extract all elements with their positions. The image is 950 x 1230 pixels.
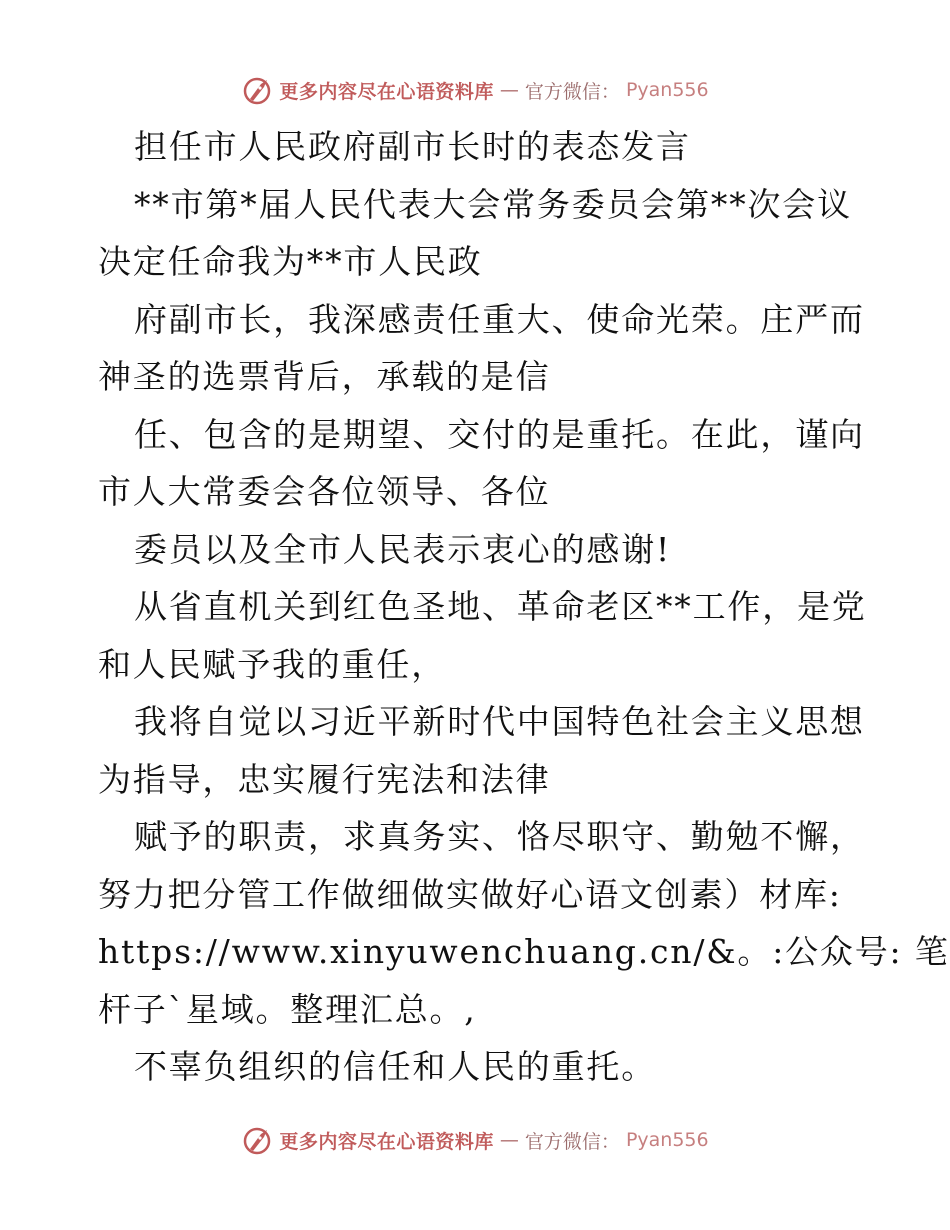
- paragraph-line: 杆子`星域。整理汇总。,: [98, 989, 477, 1029]
- header-banner: [0, 70, 950, 110]
- banner-separator: —: [499, 1129, 519, 1151]
- paragraph-line: 府副市长，我深感责任重大、使命光荣。庄严而: [134, 299, 865, 339]
- document-title: 担任市人民政府副市长时的表态发言: [134, 127, 691, 166]
- paragraph-line: 委员以及全市人民表示衷心的感谢!: [134, 529, 672, 569]
- banner-contact-label: 官方微信：: [524, 80, 620, 103]
- pen-nib-logo-icon: [241, 1124, 273, 1156]
- banner-separator: —: [499, 79, 519, 101]
- banner-brand-text: 更多内容尽在心语资料库: [279, 80, 494, 103]
- footer-banner: [0, 1120, 950, 1160]
- paragraph-line: 从省直机关到红色圣地、革命老区**工作，是党: [134, 587, 867, 626]
- paragraph-line: 为指导，忠实履行宪法和法律: [98, 759, 551, 799]
- pen-nib-logo-icon: [241, 74, 273, 106]
- paragraph-line: 任、包含的是期望、交付的是重托。在此，谨向: [134, 414, 865, 454]
- paragraph-line: 神圣的选票背后，承载的是信: [98, 357, 551, 396]
- paragraph-line: **市第*届人民代表大会常务委员会第**次会议: [134, 184, 852, 224]
- paragraph-line: 决定任命我为**市人民政: [98, 242, 483, 281]
- paragraph-line: 市人大常委会各位领导、各位: [98, 472, 551, 511]
- banner-contact-label: 官方微信：: [524, 1130, 620, 1153]
- paragraph-line: 和人民赋予我的重任，: [98, 644, 446, 684]
- document-body: [98, 118, 950, 1096]
- paragraph-line: 赋予的职责，求真务实、恪尽职守、勤勉不懈，: [134, 817, 865, 856]
- banner-account: Pyan556: [625, 79, 709, 101]
- paragraph-line: 我将自觉以习近平新时代中国特色社会主义思想: [134, 702, 865, 741]
- paragraph-line: https://www.xinyuwenchuang.cn/&。:公众号: 笔: [98, 932, 950, 971]
- banner-account: Pyan556: [625, 1129, 709, 1151]
- paragraph-line: 不辜负组织的信任和人民的重托。: [134, 1047, 656, 1086]
- paragraph-line: 努力把分管工作做细做实做好心语文创素）材库:: [98, 874, 842, 914]
- banner-brand-text: 更多内容尽在心语资料库: [279, 1130, 494, 1153]
